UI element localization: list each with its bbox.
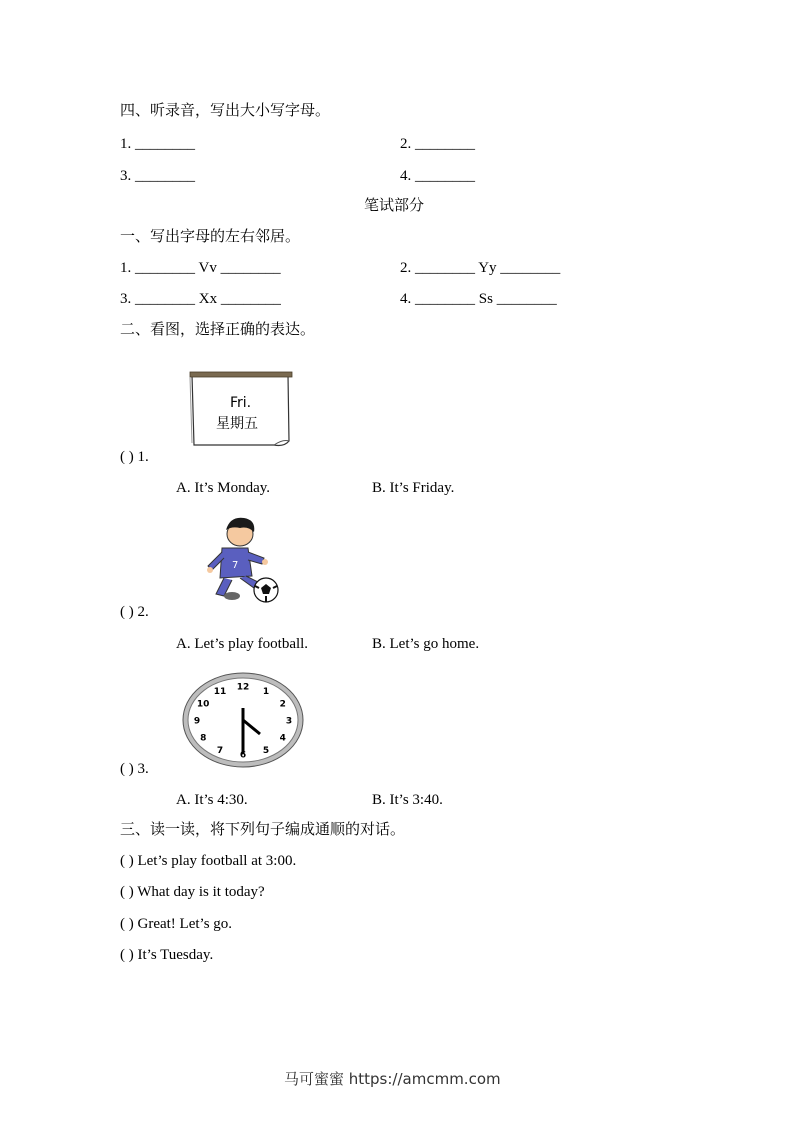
neighbors-item-1: 1. ________ Vv ________ — [120, 260, 281, 276]
question-1-option-b: B. It’s Friday. — [372, 480, 455, 496]
question-2-option-b: B. Let’s go home. — [372, 636, 480, 652]
question-2-paren: ( ) 2. — [120, 604, 149, 620]
clock-numeral: 1 — [262, 687, 270, 698]
neighbors-item-3: 3. ________ Xx ________ — [120, 291, 281, 307]
picture-heading: 二、看图，选择正确的表达。 — [120, 322, 316, 338]
listening-item-3: 3. ________ — [120, 168, 195, 184]
dialogue-line: ( ) It’s Tuesday. — [120, 947, 214, 963]
listening-item-2: 2. ________ — [400, 136, 475, 152]
question-3-option-b: B. It’s 3:40. — [372, 792, 443, 808]
football-boy-image — [170, 508, 290, 613]
clock-numeral: 3 — [285, 716, 293, 727]
question-3-paren: ( ) 3. — [120, 761, 149, 777]
clock-numeral: 6 — [239, 750, 247, 761]
dialogue-line: ( ) Great! Let’s go. — [120, 916, 233, 932]
dialogue-heading: 三、读一读，将下列句子编成通顺的对话。 — [120, 822, 406, 838]
svg-text:7: 7 — [232, 560, 239, 571]
clock-image — [180, 670, 306, 775]
calendar-day-en: Fri. — [230, 395, 252, 411]
neighbors-item-4: 4. ________ Ss ________ — [400, 291, 557, 307]
calendar-day-cn: 星期五 — [216, 416, 258, 432]
clock-numeral: 4 — [279, 733, 286, 744]
clock-numeral: 11 — [213, 687, 227, 698]
clock-numeral: 8 — [200, 733, 207, 744]
clock-numeral: 5 — [262, 745, 270, 756]
calendar-image — [188, 371, 294, 449]
footer-watermark: 马可蜜蜜 https://amcmm.com — [284, 1070, 501, 1088]
listening-item-1: 1. ________ — [120, 136, 195, 152]
clock-numeral: 10 — [196, 699, 210, 710]
clock-numeral: 12 — [236, 682, 250, 693]
question-3-option-a: A. It’s 4:30. — [176, 792, 248, 808]
neighbors-item-2: 2. ________ Yy ________ — [400, 260, 561, 276]
question-1-paren: ( ) 1. — [120, 449, 149, 465]
question-1-option-a: A. It’s Monday. — [176, 480, 271, 496]
clock-numeral: 7 — [216, 745, 224, 756]
dialogue-line: ( ) Let’s play football at 3:00. — [120, 853, 297, 869]
neighbors-heading: 一、写出字母的左右邻居。 — [120, 229, 301, 245]
clock-numeral: 9 — [193, 716, 201, 727]
written-part-title: 笔试部分 — [364, 198, 425, 214]
dialogue-line: ( ) What day is it today? — [120, 884, 265, 900]
question-2-option-a: A. Let’s play football. — [176, 636, 309, 652]
clock-numeral: 2 — [279, 699, 286, 710]
listening-item-4: 4. ________ — [400, 168, 475, 184]
listening-heading: 四、听录音，写出大小写字母。 — [120, 103, 331, 119]
